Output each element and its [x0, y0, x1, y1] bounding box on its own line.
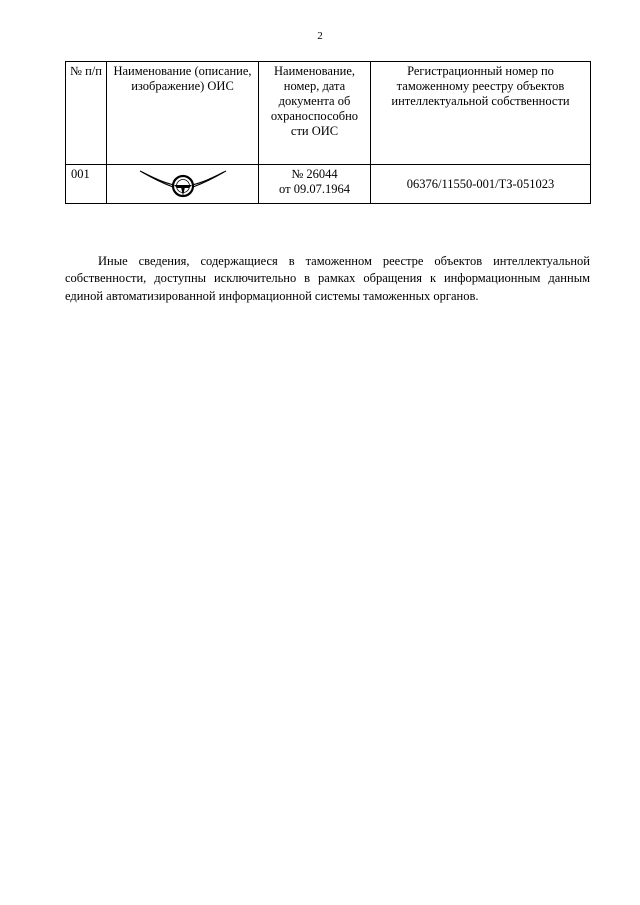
- row-doc-number: № 26044: [291, 167, 338, 181]
- row-num: 001: [66, 165, 107, 204]
- header-name: Наименование (описание, изображение) ОИС: [107, 62, 259, 165]
- uaz-logo-icon: [138, 167, 228, 201]
- page-number: 2: [317, 30, 323, 42]
- row-doc-cell: [259, 165, 371, 204]
- header-num: № п/п: [66, 62, 107, 165]
- row-doc-date: от 09.07.1964: [279, 182, 350, 196]
- row-image-cell: [107, 165, 259, 204]
- table-row: [66, 165, 591, 204]
- row-reg-number: 06376/11550-001/ТЗ-051023: [371, 165, 591, 204]
- note-paragraph: Иные сведения, содержащиеся в таможенном реестре объектов интеллектуальной собственности, доступны исключительно в рамках обращения к информационным данным единой автоматизированной информационной системы таможенных органов.: [65, 253, 590, 303]
- registry-table: [65, 61, 591, 204]
- table-header-row: [66, 62, 591, 165]
- header-doc: Наименование, номер, дата документа об охраноспособно сти ОИС: [259, 62, 371, 165]
- header-reg: Регистрационный номер по таможенному реестру объектов интеллектуальной собственности: [371, 62, 591, 165]
